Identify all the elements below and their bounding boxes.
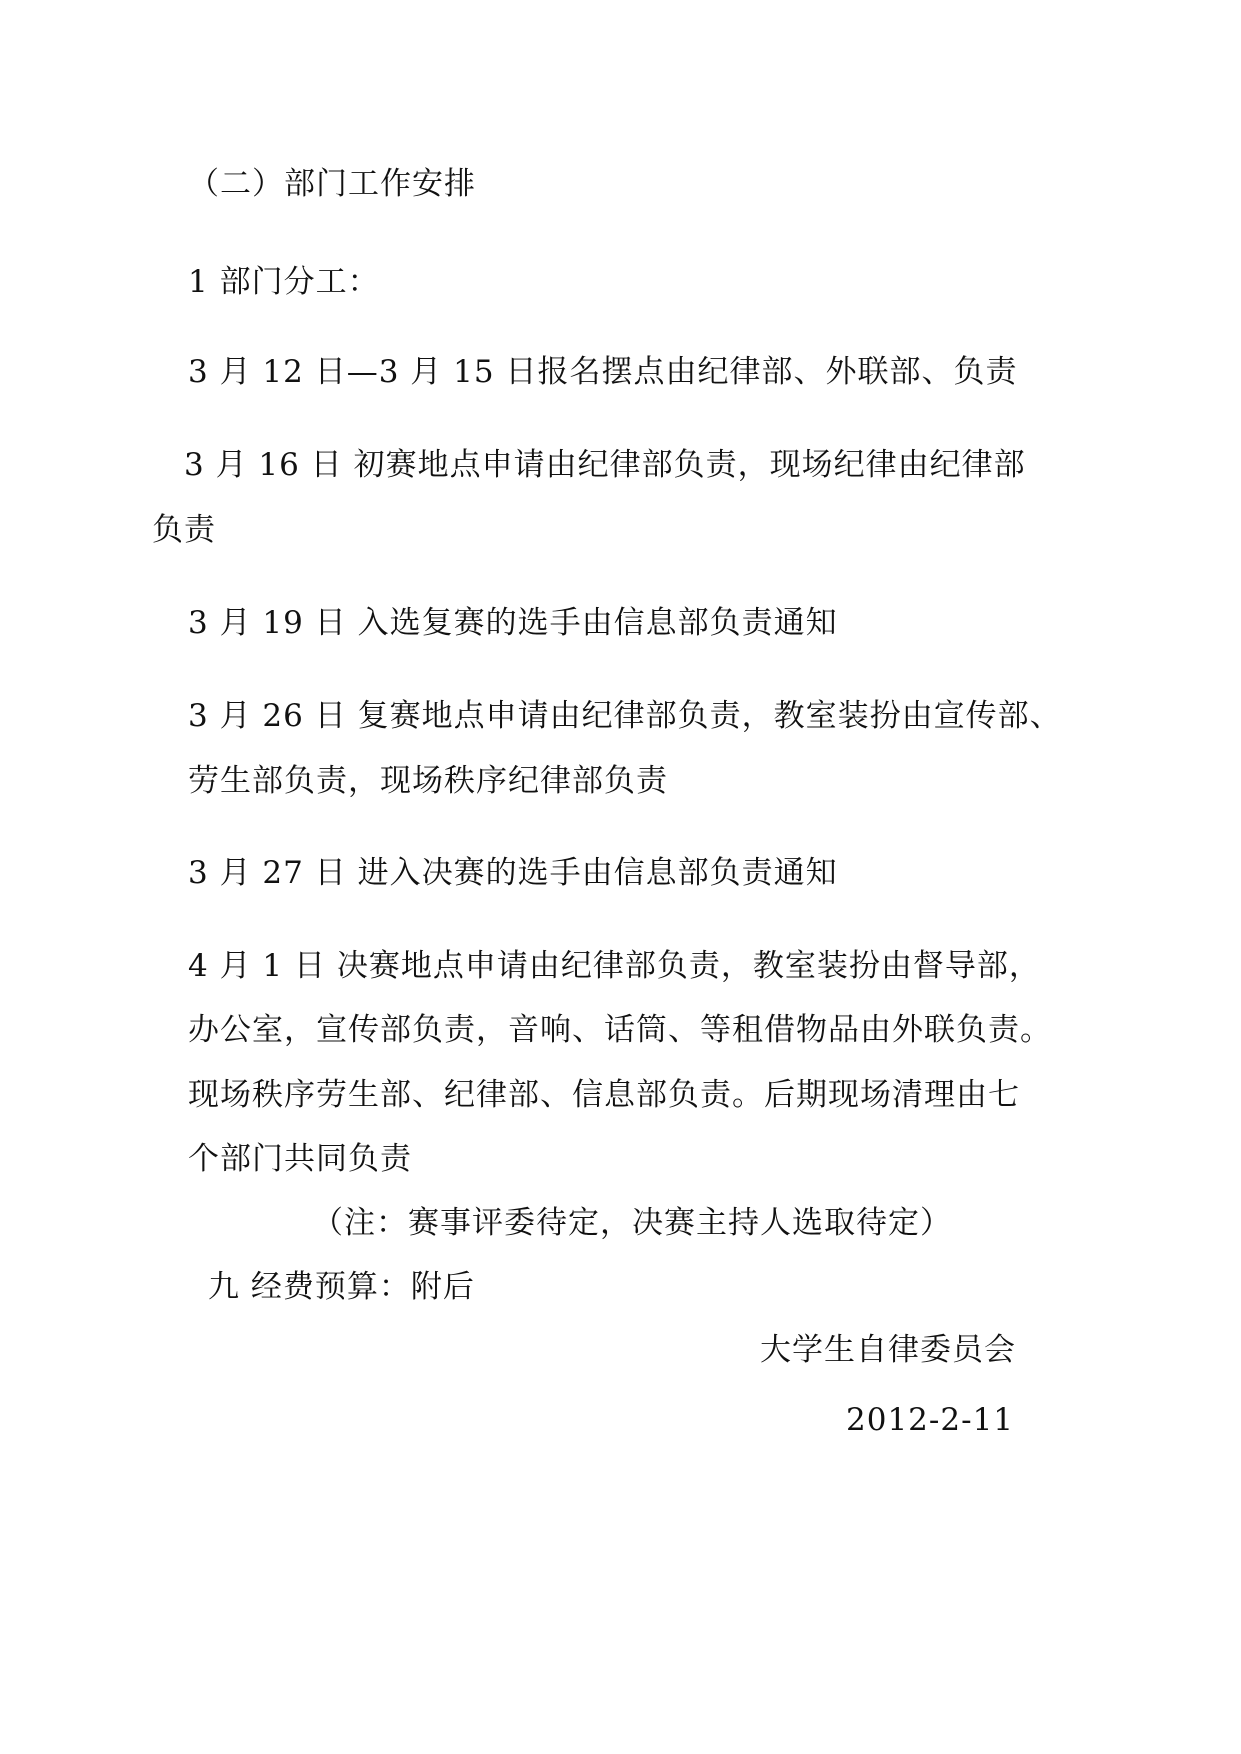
- schedule-item-mar26-line1: 3 月 26 日 复赛地点申请由纪律部负责，教室装扮由宣传部、: [188, 698, 1062, 734]
- schedule-item-mar16-line1: 3 月 16 日 初赛地点申请由纪律部负责，现场纪律由纪律部: [184, 447, 1026, 483]
- schedule-item-mar16-line2: 负责: [152, 512, 216, 548]
- schedule-item-apr1-line1: 4 月 1 日 决赛地点申请由纪律部负责，教室装扮由督导部，: [188, 948, 1041, 984]
- budget-line: 九 经费预算：附后: [208, 1269, 475, 1305]
- section-heading: （二）部门工作安排: [188, 166, 476, 202]
- schedule-item-mar27: 3 月 27 日 进入决赛的选手由信息部负责通知: [188, 855, 838, 891]
- signature-date: 2012-2-11: [846, 1402, 1015, 1438]
- schedule-item-apr1-line2: 办公室，宣传部负责，音响、话筒、等租借物品由外联负责。: [188, 1012, 1052, 1048]
- signature-organization: 大学生自律委员会: [760, 1332, 1016, 1368]
- schedule-item-apr1-line3: 现场秩序劳生部、纪律部、信息部负责。后期现场清理由七: [188, 1077, 1020, 1113]
- schedule-item-apr1-line4: 个部门共同负责: [188, 1141, 412, 1177]
- schedule-item-mar26-line2: 劳生部负责，现场秩序纪律部负责: [188, 763, 668, 799]
- division-title: 1 部门分工：: [188, 264, 380, 300]
- note: （注：赛事评委待定，决赛主持人选取待定）: [312, 1205, 952, 1241]
- schedule-item-mar12: 3 月 12 日—3 月 15 日报名摆点由纪律部、外联部、负责: [188, 354, 1018, 390]
- schedule-item-mar19: 3 月 19 日 入选复赛的选手由信息部负责通知: [188, 605, 838, 641]
